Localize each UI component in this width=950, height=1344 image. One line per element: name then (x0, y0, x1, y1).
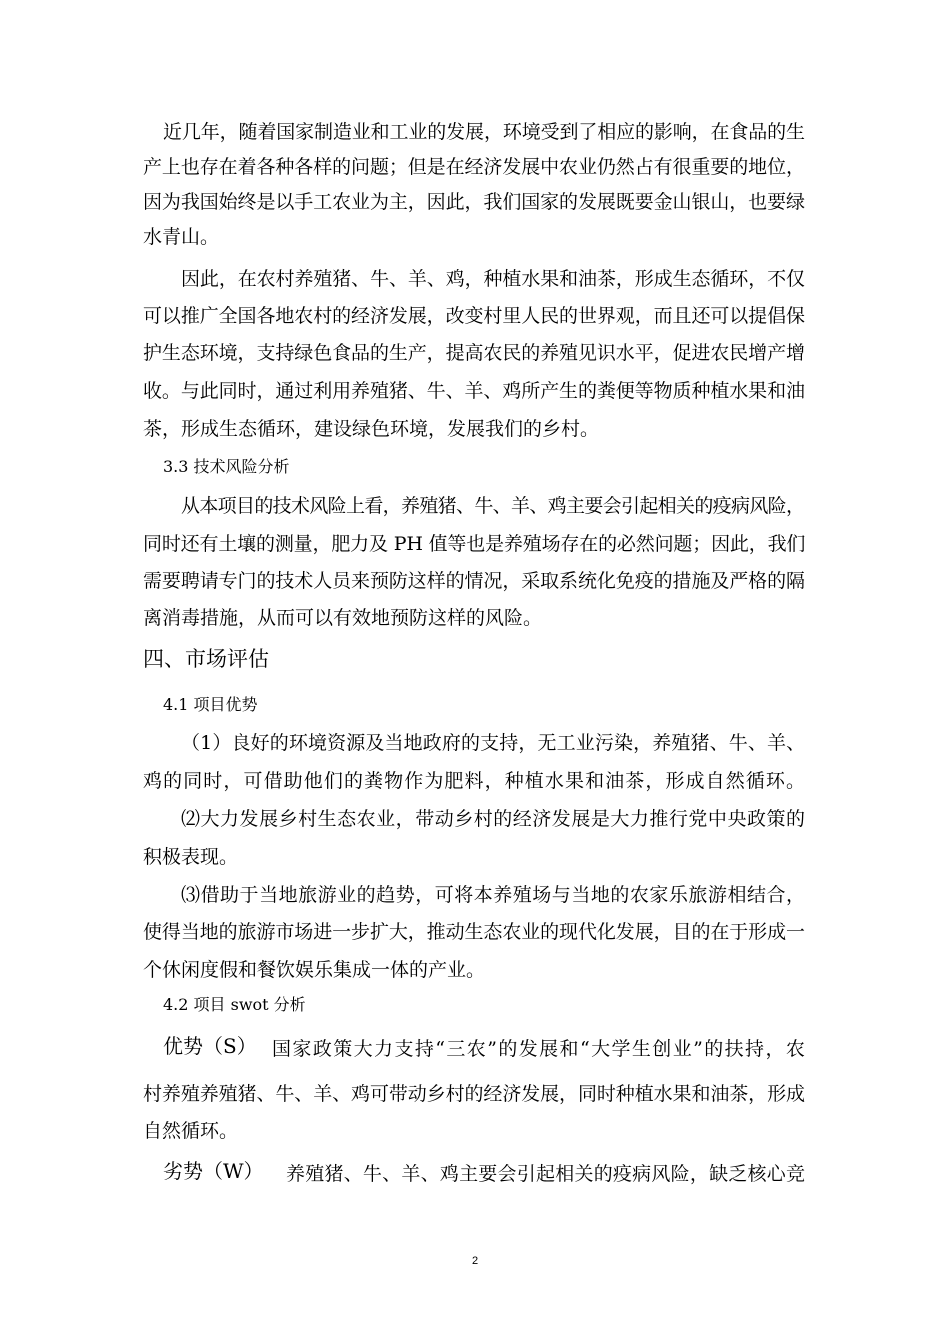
paragraph-2-line-5: 茶，形成生态循环，建设绿色环境，发展我们的乡村。 (143, 418, 600, 440)
advantage-3-line-1: ⑶借助于当地旅游业的趋势，可将本养殖场与当地的农家乐旅游相结合， (181, 884, 806, 906)
section-4-2-title: 4.2 项目 swot 分析 (163, 995, 306, 1014)
paragraph-1-line-2: 产上也存在着各种各样的问题；但是在经济发展中农业仍然占有很重要的地位， (143, 156, 805, 178)
paragraph-2-line-3: 护生态环境，支持绿色食品的生产，提高农民的养殖见识水平，促进农民增产增 (143, 342, 805, 364)
paragraph-3-line-3: 需要聘请专门的技术人员来预防这样的情况，采取系统化免疫的措施及严格的隔 (143, 570, 805, 592)
swot-strength-line-2: 村养殖养殖猪、牛、羊、鸡可带动乡村的经济发展，同时种植水果和油茶，形成 (143, 1083, 805, 1105)
page-number: 2 (471, 1255, 479, 1267)
advantage-2-line-1: ⑵大力发展乡村生态农业，带动乡村的经济发展是大力推行党中央政策的 (181, 808, 806, 830)
paragraph-1-line-3: 因为我国始终是以手工农业为主，因此，我们国家的发展既要金山银山，也要绿 (143, 191, 805, 213)
advantage-1-line-1: （1）良好的环境资源及当地政府的支持，无工业污染，养殖猪、牛、羊、 (181, 732, 806, 754)
paragraph-2-line-2: 可以推广全国各地农村的经济发展，改变村里人民的世界观，而且还可以提倡保 (143, 305, 805, 327)
paragraph-3-line-4: 离消毒措施，从而可以有效地预防这样的风险。 (143, 607, 543, 629)
paragraph-2-line-1: 因此，在农村养殖猪、牛、羊、鸡，种植水果和油茶，形成生态循环，不仅 (181, 268, 805, 290)
advantage-3-line-3: 个休闲度假和餐饮娱乐集成一体的产业。 (143, 959, 486, 981)
section-4-1-title: 4.1 项目优势 (163, 695, 258, 714)
swot-weakness-label: 劣势（W） (163, 1159, 264, 1183)
advantage-2-line-2: 积极表现。 (143, 846, 239, 868)
paragraph-3-line-2: 同时还有土壤的测量，肥力及 PH 值等也是养殖场存在的必然问题；因此，我们 (143, 533, 806, 555)
chapter-4-heading: 四、市场评估 (143, 647, 269, 671)
swot-strength-line-1: 国家政策大力支持“三农”的发展和“大学生创业”的扶持，农 (272, 1038, 807, 1060)
swot-strength-label: 优势（S） (163, 1034, 257, 1058)
swot-strength-line-3: 自然循环。 (143, 1120, 239, 1142)
paragraph-1-line-4: 水青山。 (143, 226, 220, 248)
paragraph-1-line-1: 近几年，随着国家制造业和工业的发展，环境受到了相应的影响，在食品的生 (163, 121, 805, 143)
section-3-3-title: 3.3 技术风险分析 (163, 457, 290, 476)
paragraph-3-line-1: 从本项目的技术风险上看，养殖猪、牛、羊、鸡主要会引起相关的疫病风险， (181, 495, 805, 517)
paragraph-2-line-4: 收。与此同时，通过利用养殖猪、牛、羊、鸡所产生的粪便等物质种植水果和油 (143, 380, 805, 402)
advantage-3-line-2: 使得当地的旅游市场进一步扩大，推动生态农业的现代化发展，目的在于形成一 (143, 921, 805, 943)
swot-weakness-line-1: 养殖猪、牛、羊、鸡主要会引起相关的疫病风险，缺乏核心竞 (286, 1163, 806, 1185)
advantage-1-line-2: 鸡的同时，可借助他们的粪物作为肥料，种植水果和油茶，形成自然循环。 (143, 770, 807, 792)
